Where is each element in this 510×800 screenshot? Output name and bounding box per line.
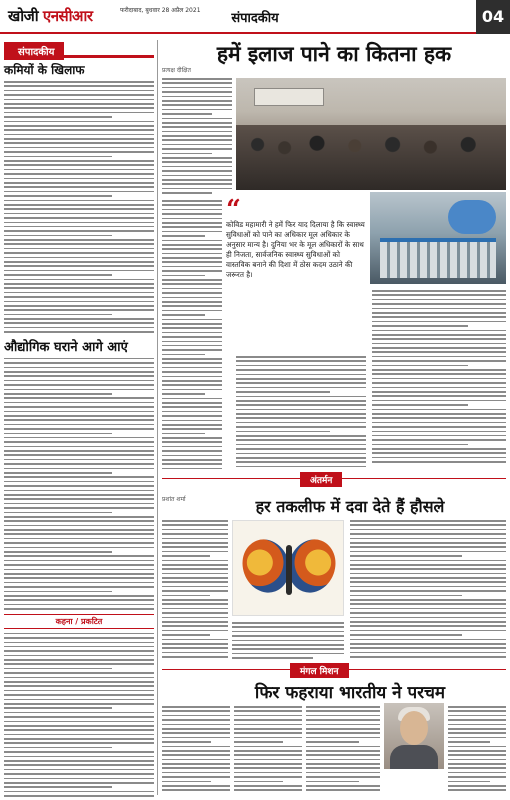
editorial-headline: कमियों के खिलाफ xyxy=(4,63,85,77)
scientist-portrait-photo xyxy=(384,703,444,769)
bottom-text-col2 xyxy=(234,706,302,794)
section-tag-antarman: अंतर्मन xyxy=(300,472,342,487)
page-number: 04 xyxy=(476,0,510,34)
editorial-headline-2: औद्योगिक घराने आगे आएं xyxy=(4,339,128,355)
issue-date: फरीदाबाद, बुधवार 28 अप्रैल 2021 xyxy=(120,7,201,14)
middle-text-col3 xyxy=(350,520,506,661)
middle-headline: हर तकलीफ में दवा देते हैं हौसले xyxy=(255,497,445,516)
main-article-text-col1 xyxy=(162,78,232,197)
column-divider xyxy=(157,40,158,795)
bottom-text-col1 xyxy=(162,706,230,794)
main-article xyxy=(162,40,506,74)
section-tag-mangal-mission: मंगल मिशन xyxy=(290,663,349,678)
main-article-text-col2 xyxy=(236,356,366,470)
editorial-body xyxy=(4,81,154,333)
butterfly-illustration xyxy=(232,520,344,616)
bottom-text-col4 xyxy=(448,706,506,794)
pull-quote xyxy=(226,195,366,350)
editorial-body-2 xyxy=(4,358,154,610)
letters-section-bar: कहना / प्रकटित xyxy=(4,614,154,629)
vaccination-queue-photo xyxy=(236,78,506,190)
pull-quote-text: कोविड महामारी ने हमें फिर याद दिलाया है कि स्वास्थ्य सुविधाओं को पाने का अधिकार मूल अधिकार के अनुसार मान्य है। दुनिया भर के मूल अधिकारों के साथ ही निजता, सार्वजनिक स्वास्थ्य सुविधाओं को वास्तविक बनाने की दिशा में ठोस कदम उठाने की जरूरत है। xyxy=(226,220,365,279)
newspaper-logo: खोजी एनसीआर xyxy=(8,7,93,25)
main-article-text-col1b xyxy=(162,200,222,472)
vaccine-vials-photo xyxy=(370,192,506,284)
bottom-text-col3 xyxy=(306,706,380,794)
masthead xyxy=(0,0,510,34)
bottom-headline: फिर फहराया भारतीय ने परचम xyxy=(254,683,446,703)
quote-mark-icon: “ xyxy=(226,195,241,225)
middle-byline: प्रशांत शर्मा xyxy=(162,496,186,503)
editorial-column xyxy=(4,40,154,800)
main-headline: हमें इलाज पाने का कितना हक xyxy=(216,42,452,66)
middle-text-col2 xyxy=(232,622,344,662)
editorial-section-flag: संपादकीय xyxy=(4,40,154,58)
middle-text-col1 xyxy=(162,520,228,661)
main-article-text-col3 xyxy=(372,290,506,466)
editorial-body-3 xyxy=(4,633,154,800)
main-byline: प्रत्यक्ष दीक्षित xyxy=(162,67,191,74)
page-section-title: संपादकीय xyxy=(231,11,279,26)
